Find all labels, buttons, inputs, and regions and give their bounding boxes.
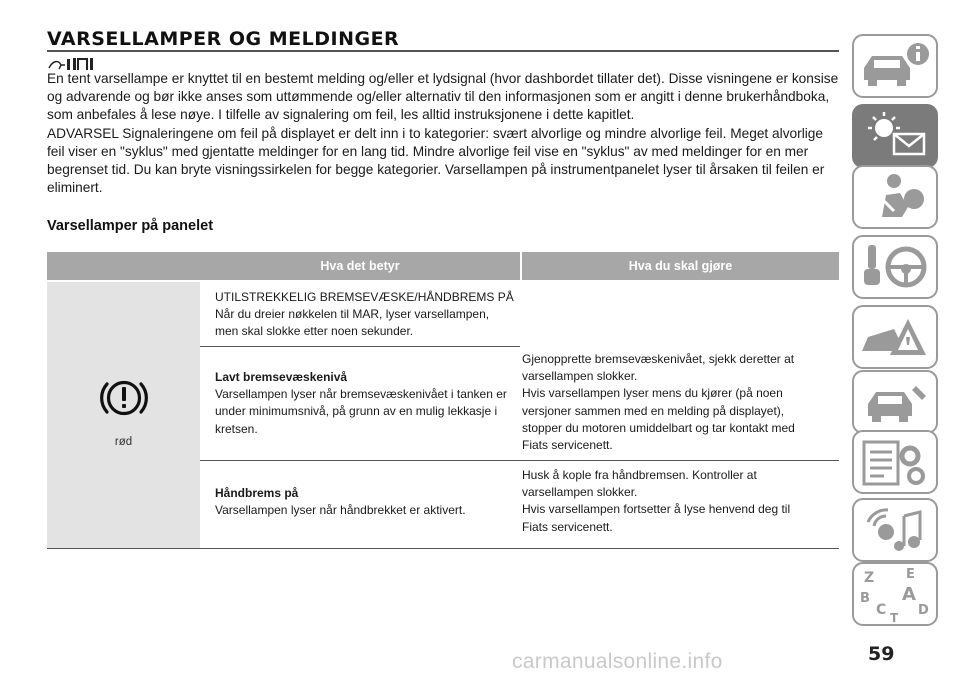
action-line: Fiats servicenett.: [522, 519, 613, 534]
action-line: stopper du motoren umiddelbart og tar kontakt med: [522, 420, 795, 435]
brake-warning-icon: [98, 372, 150, 424]
warning-paragraph: ADVARSEL Signaleringene om feil på displayet er delt inn i to kategorier: svært alvorlige og mindre alvorlige feil. Meget alvorlige feil viser en "syklus" med gjentatte meldinger for en lang tid. Mindre alvorlige feil vise en "syklus" av med meldinger for en mer begrenset tid. Du kan bryte visningssirkelen for begge kategorier. Varsellampen på instrumentpanelet lyser til årsaken til feilen er eliminert.: [47, 125, 825, 196]
action-line: versjoner sammen med en melding på displayet),: [522, 403, 785, 418]
side-tab-multimedia[interactable]: [852, 498, 938, 562]
header-action: Hva du skal gjøre: [628, 259, 733, 273]
row-title: Lavt bremsevæskenivå: [215, 370, 348, 384]
side-tab-start-drive[interactable]: [852, 235, 938, 299]
row-line: Varsellampen lyser når bremsevæskenivået i tanken er: [215, 387, 507, 402]
row-line: Når du dreier nøkkelen til MAR, lyser varsellampen,: [215, 307, 490, 322]
car-info-icon: [854, 36, 936, 96]
row-line: Varsellampen lyser når håndbrekket er aktivert.: [215, 503, 466, 518]
car-service-icon: [854, 372, 936, 432]
page-title: VARSELLAMPER OG MELDINGER: [47, 28, 400, 50]
side-tab-specs[interactable]: [852, 430, 938, 494]
section-heading: Varsellamper på panelet: [47, 218, 214, 234]
alphabet-index-icon: [854, 564, 936, 624]
action-line: Fiats servicenett.: [522, 438, 613, 453]
action-line: Gjenopprette bremsevæskenivået, sjekk deretter at: [522, 352, 795, 366]
index-letter: B: [860, 591, 870, 606]
title-rule: [47, 50, 839, 52]
safety-airbag-icon: [854, 167, 936, 227]
intro-paragraph: En tent varsellampe er knyttet til en bestemt melding og/eller et lydsignal (hvor dashbordet tillater det). Disse visningene er konsise og advarende og bør ikke anses som uttømmende og/eller alternativ til den informasjonen som er angitt i denne brukerhåndboka, som anbefales å lese nøye. I tilfelle av signalering om feil, les alltid instruksjonene i dette kapitlet.: [47, 71, 839, 123]
index-letter: E: [906, 567, 915, 582]
index-letter: Z: [864, 570, 875, 586]
index-letter: C: [876, 602, 887, 618]
icon-column: [47, 282, 200, 549]
warning-light-table: [47, 252, 839, 549]
table-bottom-rule: [47, 548, 839, 549]
table-row: [215, 289, 515, 341]
row-divider: [200, 346, 520, 347]
specs-gear-icon: [854, 432, 936, 492]
row-action: [522, 351, 834, 454]
intro-text: [47, 70, 842, 197]
action-line: Hvis varsellampen lyser mens du kjører (på noen: [522, 386, 783, 401]
icon-color-label: rød: [114, 436, 133, 448]
row-line: kretsen.: [215, 421, 258, 436]
side-tab-emergency[interactable]: [852, 305, 938, 369]
row-line: men skal slokke etter noen sekunder.: [215, 324, 414, 339]
table-row: [215, 369, 515, 438]
action-line: varsellampen slokker.: [522, 485, 638, 500]
key-steering-wheel-icon: [854, 237, 936, 297]
row-line: under minimumsnivå, på grunn av en mulig lekkasje i: [215, 404, 498, 419]
row-divider: [200, 460, 839, 461]
side-tab-service[interactable]: [852, 370, 938, 434]
action-line: Hvis varsellampen fortsetter å lyse henvend deg til: [522, 502, 791, 517]
side-tab-safety[interactable]: [852, 165, 938, 229]
action-line: Husk å kople fra håndbremsen. Kontroller at: [522, 468, 757, 482]
side-tab-car-info[interactable]: [852, 34, 938, 98]
warning-light-message-icon: [854, 106, 936, 166]
action-line: varsellampen slokker.: [522, 369, 638, 384]
page-number: 59: [868, 643, 895, 665]
header-meaning: Hva det betyr: [320, 259, 400, 273]
index-letter: A: [902, 584, 916, 605]
side-tab-index[interactable]: [852, 562, 938, 626]
index-letter: T: [890, 611, 899, 624]
row-line: UTILSTREKKELIG BREMSEVÆSKE/HÅNDBREMS PÅ: [215, 290, 514, 304]
emergency-triangle-icon: [854, 307, 936, 367]
row-action: [522, 467, 834, 536]
multimedia-note-icon: [854, 500, 936, 560]
index-letter: D: [918, 603, 929, 618]
side-tab-warning-lights[interactable]: [852, 104, 938, 168]
table-header: [47, 252, 839, 280]
watermark: carmanualsonline.info: [512, 650, 723, 673]
table-row: [215, 485, 515, 519]
row-title: Håndbrems på: [215, 486, 299, 500]
